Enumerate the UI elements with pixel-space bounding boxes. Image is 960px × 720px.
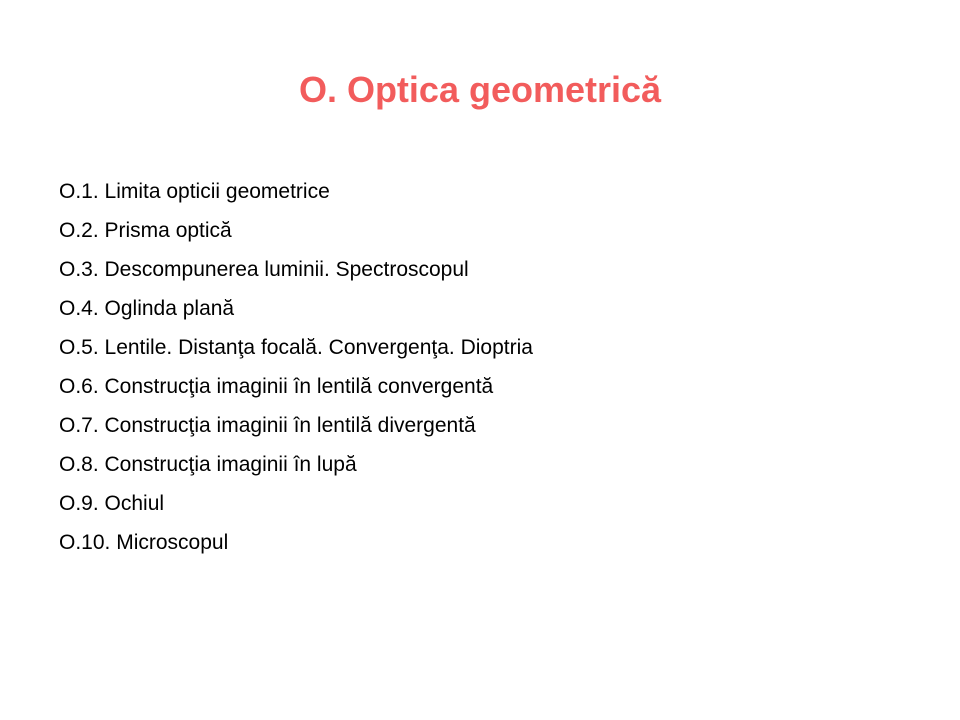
topic-item-7: O.7. Construcţia imaginii în lentilă divergentă (59, 414, 476, 437)
topic-item-10: O.10. Microscopul (59, 531, 229, 554)
topic-item-9: O.9. Ochiul (59, 492, 165, 515)
topic-item-1: O.1. Limita opticii geometrice (59, 180, 330, 203)
topic-item-5: O.5. Lentile. Distanţa focală. Convergenţa. Dioptria (59, 336, 533, 359)
topic-item-8: O.8. Construcţia imaginii în lupă (59, 453, 357, 476)
slide-title: O. Optica geometrică (298, 69, 662, 110)
topic-item-4: O.4. Oglinda plană (59, 297, 235, 320)
topic-item-3: O.3. Descompunerea luminii. Spectroscopul (59, 258, 469, 281)
topic-item-2: O.2. Prisma optică (59, 219, 232, 242)
topic-item-6: O.6. Construcţia imaginii în lentilă convergentă (59, 375, 494, 398)
topic-list (59, 172, 533, 562)
